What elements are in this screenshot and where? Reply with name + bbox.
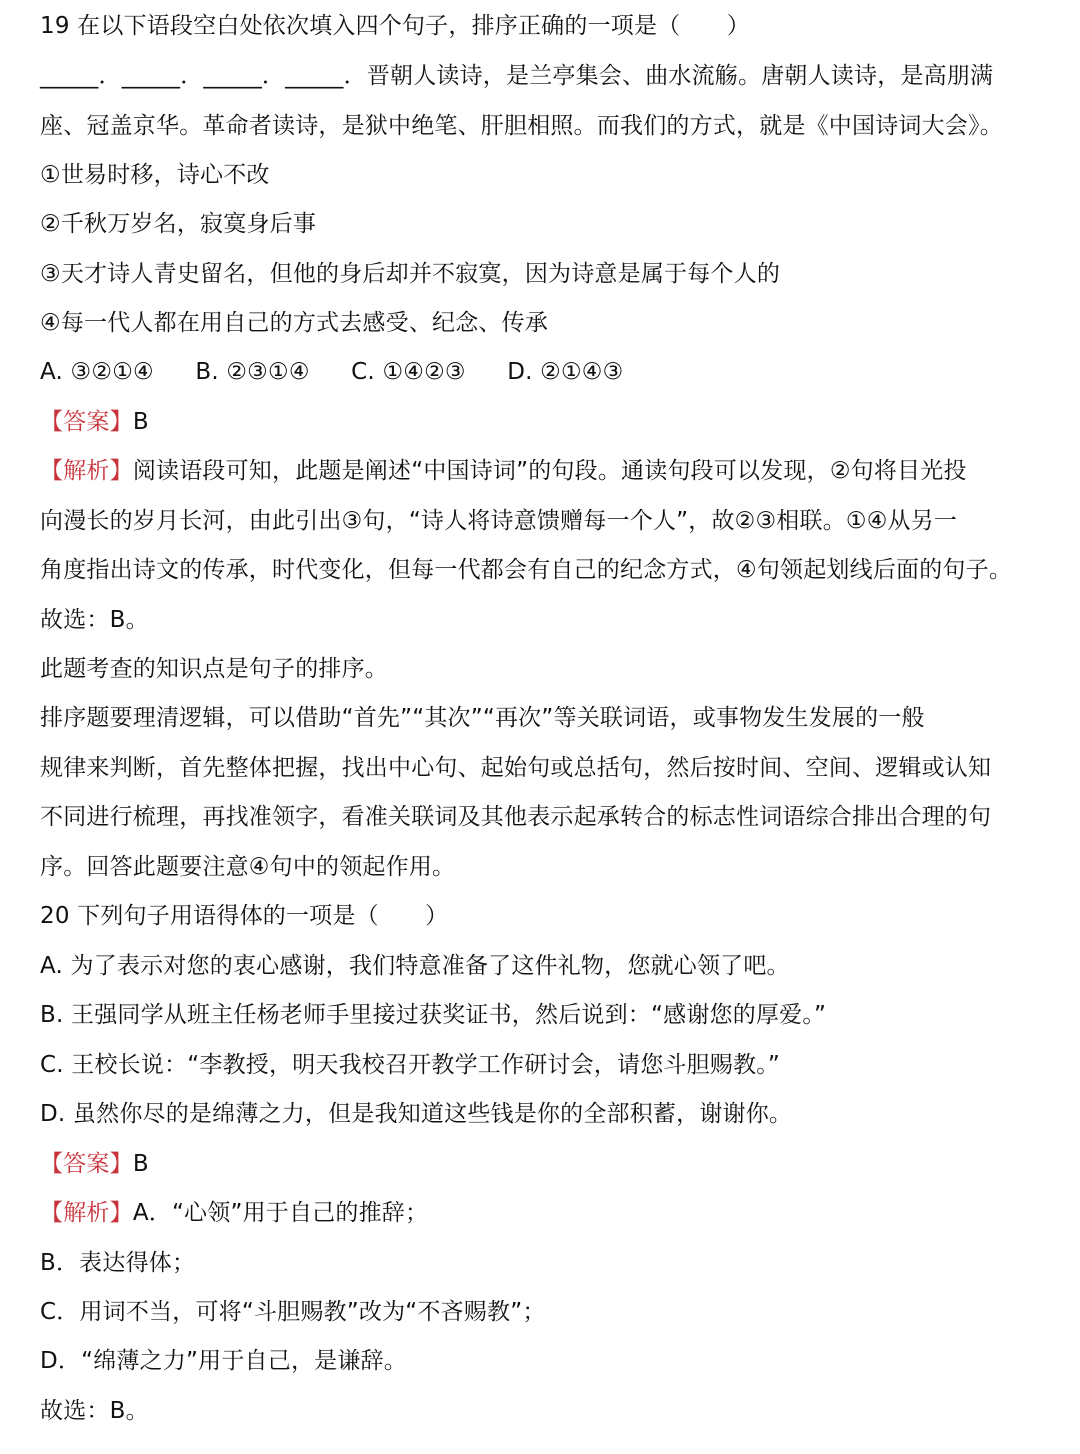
q20-analysis-line-d: D．“绵薄之力”用于自己，是谦辞。 (40, 1348, 407, 1374)
q19-analysis-text-1: 阅读语段可知，此题是阐述“中国诗词”的句段。通读句段可以发现，②句将目光投 (132, 458, 967, 484)
q20-analysis-line-a (40, 1198, 1054, 1228)
q20-analysis-tag: 【解析】 (40, 1200, 133, 1226)
q19-method-line-4: 序。回答此题要注意④句中的领起作用。 (40, 854, 456, 880)
q19-option-c: C. ①④②③ (351, 359, 466, 385)
q19-answer-value: B (132, 409, 149, 435)
q20-analysis-line-b: B．表达得体； (40, 1250, 196, 1276)
q19-item-2: ②千秋万岁名，寂寞身后事 (40, 211, 317, 237)
q19-answer-tag: 【答案】 (40, 409, 133, 435)
q19-answer (40, 407, 1054, 437)
q20-answer (40, 1149, 1054, 1179)
q19-analysis-line-2: 向漫长的岁月长河，由此引出③句，“诗人将诗意馈赠每一个人”，故②③相联。①④从另一 (40, 508, 958, 534)
q19-options (40, 357, 1054, 387)
q19-option-b: B. ②③①④ (195, 359, 310, 385)
q19-method-line-3: 不同进行梳理，再找准领字，看准关联词及其他表示起承转合的标志性词语综合排出合理的句 (40, 804, 992, 830)
q20-option-c: C. 王校长说：“李教授，明天我校召开教学工作研讨会，请您斗胆赐教。” (40, 1052, 781, 1078)
q19-item-3: ③天才诗人青史留名，但他的身后却并不寂寞，因为诗意是属于每个人的 (40, 261, 781, 287)
q19-passage-line-2: 座、冠盖京华。革命者读诗，是狱中绝笔、肝胆相照。而我们的方式，就是《中国诗词大会》。 (40, 113, 1003, 139)
q20-analysis-line-c: C．用词不当，可将“斗胆赐教”改为“不吝赐教”； (40, 1299, 546, 1325)
q20-option-a: A. 为了表示对您的衷心感谢，我们特意准备了这件礼物，您就心领了吧。 (40, 953, 790, 979)
q19-stem: 19 在以下语段空白处依次填入四个句子，排序正确的一项是（ ） (40, 13, 750, 39)
q20-conclusion: 故选：B。 (40, 1398, 149, 1424)
q19-analysis-tag: 【解析】 (40, 458, 133, 484)
q19-passage-line-1: _____．_____．_____．_____．晋朝人读诗，是兰亭集会、曲水流觞。唐朝人读诗，是高朋满 (40, 63, 994, 89)
q20-stem: 20 下列句子用语得体的一项是（ ） (40, 903, 449, 929)
q19-analysis-line-4: 故选：B。 (40, 607, 149, 633)
q19-analysis-line-1 (40, 456, 1054, 486)
q20-answer-tag: 【答案】 (40, 1151, 133, 1177)
q20-analysis-text-a: A．“心领”用于自己的推辞； (132, 1200, 429, 1226)
q19-item-4: ④每一代人都在用自己的方式去感受、纪念、传承 (40, 310, 549, 336)
q19-option-d: D. ②①④③ (507, 359, 624, 385)
q19-knowledge-point: 此题考查的知识点是句子的排序。 (40, 656, 388, 682)
q19-item-1: ①世易时移，诗心不改 (40, 162, 270, 188)
q19-method-line-2: 规律来判断，首先整体把握，找出中心句、起始句或总括句，然后按时间、空间、逻辑或认知 (40, 755, 992, 781)
q20-option-b: B. 王强同学从班主任杨老师手里接过获奖证书，然后说到：“感谢您的厚爱。” (40, 1002, 827, 1028)
q20-option-d: D. 虽然你尽的是绵薄之力，但是我知道这些钱是你的全部积蓄，谢谢你。 (40, 1101, 793, 1127)
q20-answer-value: B (132, 1151, 149, 1177)
q19-method-line-1: 排序题要理清逻辑，可以借助“首先”“其次”“再次”等关联词语，或事物发生发展的一般 (40, 705, 925, 731)
q19-analysis-line-3: 角度指出诗文的传承，时代变化，但每一代都会有自己的纪念方式，④句领起划线后面的句子。 (40, 557, 1013, 583)
q19-option-a: A. ③②①④ (40, 359, 154, 385)
